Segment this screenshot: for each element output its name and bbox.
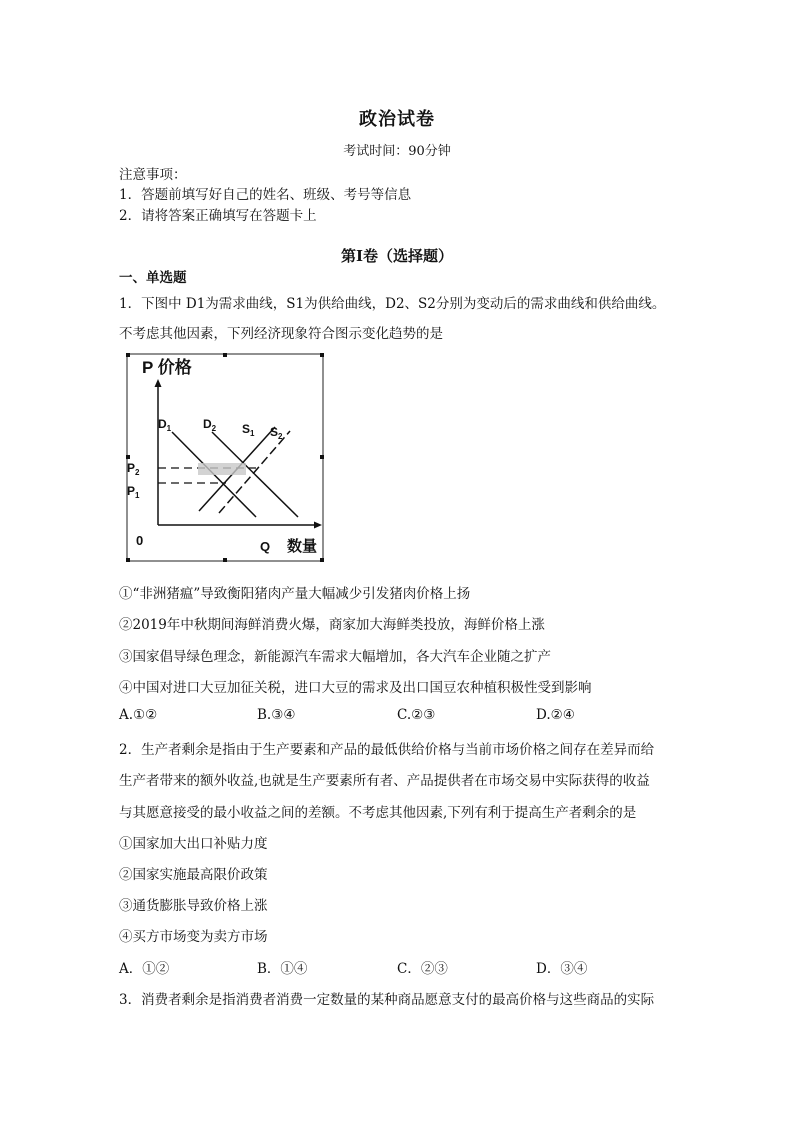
blurred-patch	[198, 463, 246, 475]
notes-heading: 注意事项：	[119, 167, 187, 183]
x-axis-q-label: Q	[260, 539, 271, 554]
q1-option-b: B.③④	[257, 707, 296, 723]
resize-handle	[126, 353, 130, 357]
q1-stem-line1: 1．下图中 D1为需求曲线，S1为供给曲线，D2、S2分别为变动后的需求曲线和供给曲线。	[119, 296, 666, 312]
q1-option-c: C.②③	[397, 707, 436, 723]
s1-subscript: 1	[250, 429, 255, 438]
q1-item: ③国家倡导绿色理念，新能源汽车需求大幅增加，各大汽车企业随之扩产	[119, 649, 551, 665]
q2-stem-line: 与其愿意接受的最小收益之间的差额。不考虑其他因素,下列有利于提高生产者剩余的是	[119, 805, 637, 821]
p2-subscript: 2	[135, 468, 140, 477]
resize-handle	[320, 558, 324, 562]
exam-time: 考试时间：90分钟	[343, 144, 451, 159]
d2-subscript: 2	[211, 424, 217, 433]
y-axis-label: P 价格	[142, 358, 192, 377]
q2-option-b: B．①④	[257, 961, 308, 977]
resize-handle	[126, 455, 130, 459]
q2-item: ④买方市场变为卖方市场	[119, 929, 268, 945]
part-heading: 一、单选题	[119, 270, 187, 286]
note-item: 1．答题前填写好自己的姓名、班级、考号等信息	[119, 187, 412, 203]
q2-item: ②国家实施最高限价政策	[119, 867, 268, 883]
q1-item: ④中国对进口大豆加征关税，进口大豆的需求及出口国豆农种植积极性受到影响	[119, 680, 592, 696]
supply-demand-figure	[126, 353, 324, 562]
resize-handle	[223, 558, 227, 562]
resize-handle	[320, 353, 324, 357]
resize-handle	[320, 455, 324, 459]
p2-label: P	[127, 461, 136, 475]
d1-subscript: 1	[166, 424, 172, 433]
q1-option-a: A.①②	[119, 707, 158, 723]
q1-item: ②2019年中秋期间海鲜消费火爆，商家加大海鲜类投放，海鲜价格上涨	[119, 617, 545, 633]
x-axis-text-label: 数量	[287, 538, 318, 555]
d2-label: D	[203, 417, 212, 431]
q2-item: ①国家加大出口补贴力度	[119, 836, 268, 852]
page-title: 政治试卷	[359, 109, 435, 130]
origin-label: 0	[136, 533, 144, 548]
q1-item: ①“非洲猪瘟”导致衡阳猪肉产量大幅减少引发猪肉价格上扬	[119, 586, 471, 602]
q3-stem-line1: 3．消费者剩余是指消费者消费一定数量的某种商品愿意支付的最高价格与这些商品的实际	[119, 992, 655, 1008]
resize-handle	[126, 558, 130, 562]
p1-subscript: 1	[135, 491, 140, 500]
q2-stem-line: 2．生产者剩余是指由于生产要素和产品的最低供给价格与当前市场价格之间存在差异而给	[119, 742, 655, 758]
note-item: 2．请将答案正确填写在答题卡上	[119, 208, 317, 224]
q2-item: ③通货膨胀导致价格上涨	[119, 898, 268, 914]
q1-stem-line2: 不考虑其他因素，下列经济现象符合图示变化趋势的是	[119, 326, 443, 342]
resize-handle	[223, 353, 227, 357]
q2-option-d: D．③④	[536, 961, 588, 977]
q2-option-c: C．②③	[397, 961, 448, 977]
q2-stem-line: 生产者带来的额外收益,也就是生产要素所有者、产品提供者在市场交易中实际获得的收益	[119, 773, 650, 789]
s2-label: S	[270, 425, 279, 439]
section-title: 第I卷（选择题）	[340, 247, 454, 265]
s2-subscript: 2	[278, 432, 283, 441]
s1-label: S	[242, 422, 251, 436]
d1-label: D	[158, 417, 167, 431]
p1-label: P	[127, 484, 136, 498]
q2-option-a: A．①②	[119, 961, 170, 977]
q1-option-d: D.②④	[536, 707, 575, 723]
